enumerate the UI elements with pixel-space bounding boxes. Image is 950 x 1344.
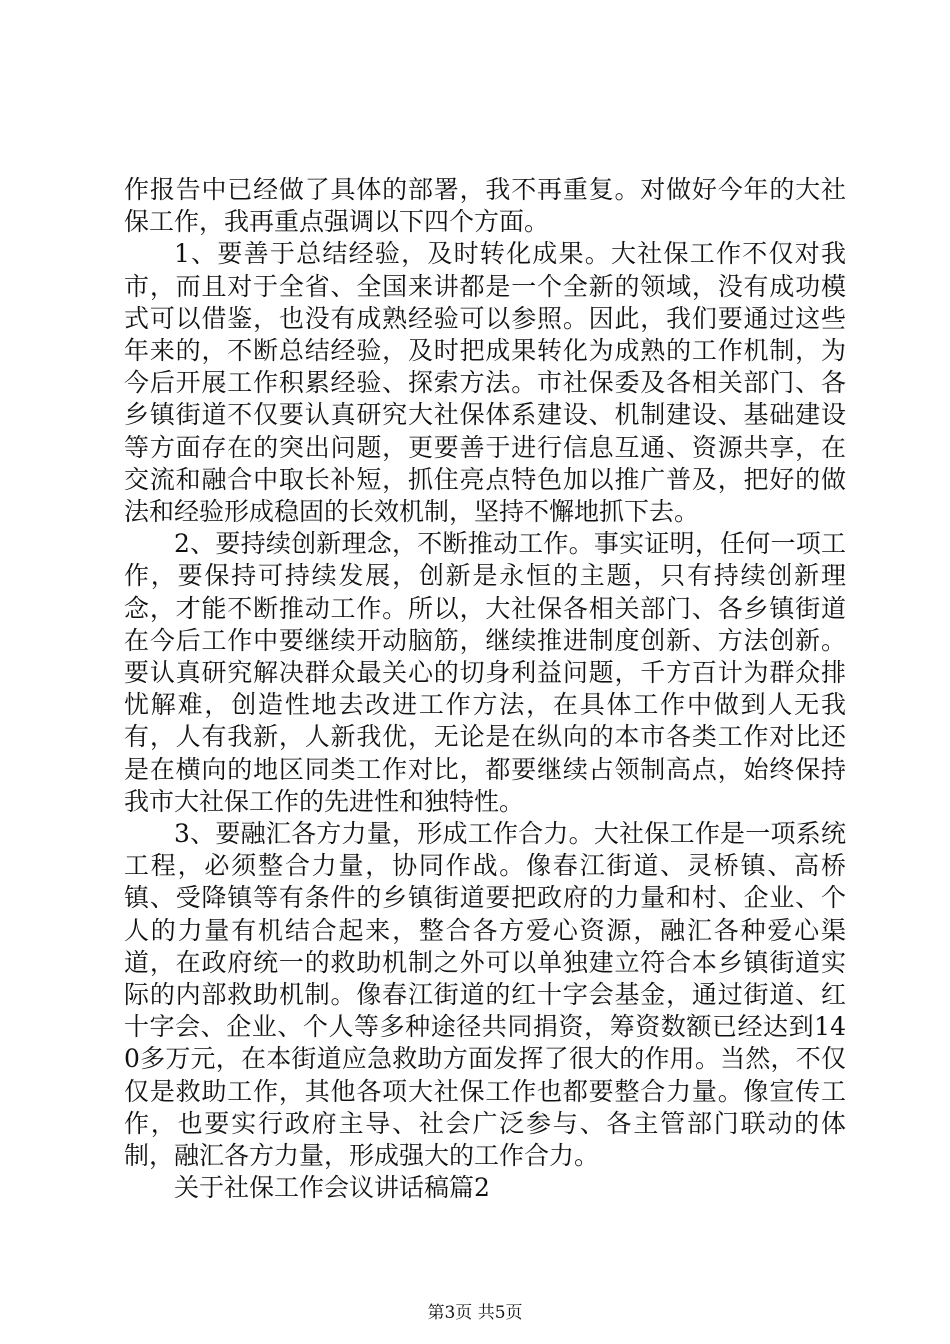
paragraph-point-2: 2、要持续创新理念，不断推动工作。事实证明，任何一项工作，要保持可持续发展，创新是永恒的主题，只有持续创新理念，才能不断推动工作。所以，大社保各相关部门、各乡镇街道在今后工作中要继续开动脑筋，继续推进制度创新、方法创新。要认真研究解决群众最关心的切身利益问题，千方百计为群众排忧解难，创造性地去改进工作方法，在具体工作中做到人无我有，人有我新，人新我优，无论是在纵向的本市各类工作对比还是在横向的地区同类工作对比，都要继续占领制高点，始终保持我市大社保工作的先进性和独特性。 bbox=[124, 529, 846, 816]
paragraph-point-1: 1、要善于总结经验，及时转化成果。大社保工作不仅对我市，而且对于全省、全国来讲都是一个全新的领域，没有成功模式可以借鉴，也没有成熟经验可以参照。因此，我们要通过这些年来的，不断总结经验，及时把成果转化为成熟的工作机制，为今后开展工作积累经验、探索方法。市社保委及各相关部门、各乡镇街道不仅要认真研究大社保体系建设、机制建设、基础建设等方面存在的突出问题，更要善于进行信息互通、资源共享，在交流和融合中取长补短，抓住亮点特色加以推广普及，把好的做法和经验形成稳固的长效机制，坚持不懈地抓下去。 bbox=[124, 239, 846, 527]
page-footer: 第3页 共5页 bbox=[427, 1303, 523, 1323]
document-body bbox=[124, 174, 846, 1205]
paragraph-intro: 作报告中已经做了具体的部署，我不再重复。对做好今年的大社保工作，我再重点强调以下四个方面。 bbox=[124, 175, 846, 237]
section-heading: 关于社保工作会议讲话稿篇2 bbox=[174, 1173, 490, 1203]
paragraph-point-3: 3、要融汇各方力量，形成工作合力。大社保工作是一项系统工程，必须整合力量，协同作战。像春江街道、灵桥镇、高桥镇、受降镇等有条件的乡镇街道要把政府的力量和村、企业、个人的力量有机结合起来，整合各方爱心资源，融汇各种爱心渠道，在政府统一的救助机制之外可以单独建立符合本乡镇街道实际的内部救助机制。像春江街道的红十字会基金，通过街道、红十字会、企业、个人等多种途径共同捐资，筹资数额已经达到140多万元，在本街道应急救助方面发挥了很大的作用。当然，不仅仅是救助工作，其他各项大社保工作也都要整合力量。像宣传工作，也要实行政府主导、社会广泛参与、各主管部门联动的体制，融汇各方力量，形成强大的工作合力。 bbox=[124, 819, 846, 1171]
